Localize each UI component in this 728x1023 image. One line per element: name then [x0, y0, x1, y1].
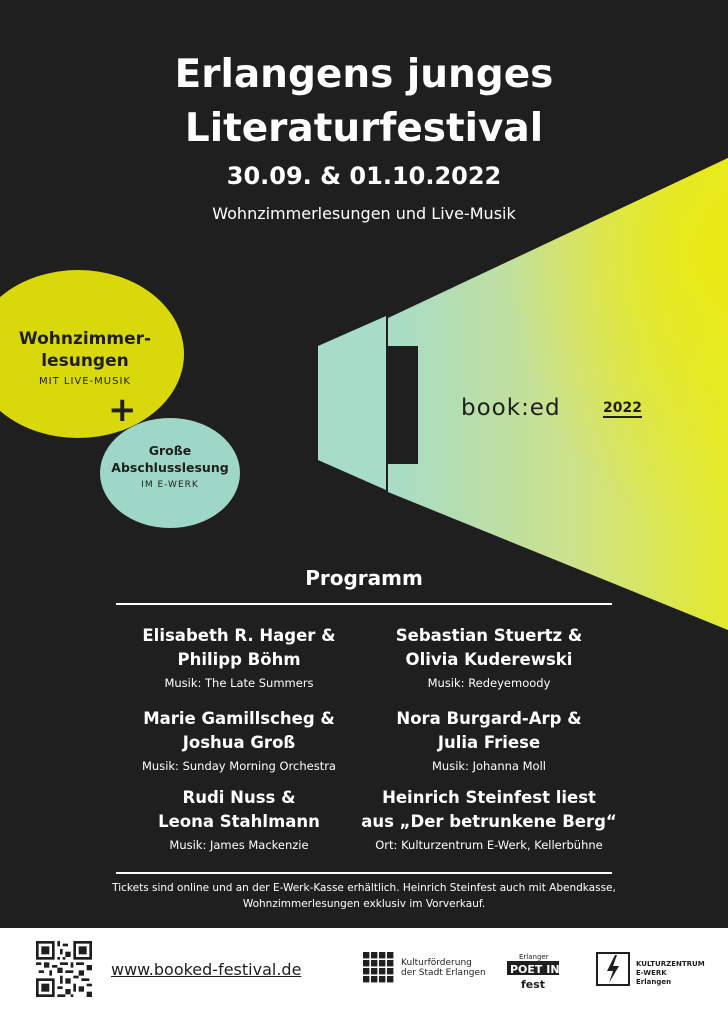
badge-mint-sub: IM E-WERK — [141, 480, 199, 490]
badge-mint-title-line1: Große — [148, 443, 192, 458]
program-entry — [339, 707, 639, 774]
entry-name-line2: Julia Friese — [437, 733, 541, 752]
badge-yellow-title-line1: Wohnzimmer- — [18, 329, 152, 349]
tickets-note — [0, 880, 728, 912]
sponsor3-line3: Erlangen — [636, 978, 672, 986]
book-page-right — [386, 346, 418, 464]
entry-music: Musik: Sunday Morning Orchestra — [142, 759, 336, 773]
entry-name-line1: Rudi Nuss & — [182, 788, 296, 807]
entry-name-line1: Marie Gamillscheg & — [143, 709, 335, 728]
badge-yellow-sub: MIT LIVE-MUSIK — [39, 376, 131, 387]
plus-icon: + — [108, 390, 137, 430]
tickets-line1: Tickets sind online und an der E-Werk-Kasse erhältlich. Heinrich Steinfest auch mit Abendkasse, — [112, 882, 616, 894]
program-entry — [339, 624, 639, 691]
badge-yellow-title — [0, 328, 170, 372]
sponsor-kulturfoerderung-logo — [363, 952, 486, 988]
sponsor1-line1: Kulturförderung — [401, 958, 472, 968]
entry-music: Musik: The Late Summers — [164, 676, 314, 690]
logo-year: 2022 — [603, 400, 642, 416]
tickets-divider — [116, 872, 612, 874]
qr-code-icon[interactable] — [36, 941, 92, 997]
entry-name-line1: Heinrich Steinfest liest — [382, 788, 596, 807]
ewerk-logo — [596, 952, 705, 990]
footer — [0, 928, 728, 1023]
entry-name-line1: Sebastian Stuertz & — [395, 626, 583, 645]
festival-subtitle: Wohnzimmerlesungen und Live-Musik — [212, 204, 516, 223]
badge-yellow-title-line2: lesungen — [41, 351, 129, 371]
entry-music: Musik: Redeyemoody — [427, 676, 551, 690]
program-entry — [339, 786, 639, 853]
sponsor1-text — [401, 958, 501, 978]
entry-music: Musik: James Mackenzie — [169, 838, 309, 852]
badge-mint-title-line2: Abschlusslesung — [111, 460, 229, 475]
entry-name-line1: Nora Burgard-Arp & — [396, 709, 582, 728]
lightning-logo-icon — [596, 952, 630, 986]
title-line-2: Literaturfestival — [184, 106, 544, 151]
beam-glow — [388, 158, 728, 630]
festival-website-link[interactable]: www.booked-festival.de — [111, 960, 302, 979]
logo-word: book:ed — [461, 395, 561, 421]
program-divider — [116, 603, 612, 605]
poetenfest-logo — [505, 950, 561, 994]
sponsor3-line1: KULTURZENTRUM — [636, 960, 705, 968]
entry-name-line2: Joshua Groß — [182, 733, 296, 752]
tickets-line2: Wohnzimmerlesungen exklusiv im Vorverkauf. — [242, 898, 486, 910]
program-heading: Programm — [305, 566, 423, 590]
book-page-left — [318, 316, 386, 490]
entry-name-line2: aus „Der betrunkene Berg“ — [361, 812, 617, 831]
title-line-1: Erlangens junges — [174, 52, 554, 97]
entry-music: Ort: Kulturzentrum E-Werk, Kellerbühne — [375, 838, 603, 852]
sponsor2-main: POET IN — [510, 963, 560, 976]
entry-name-line2: Olivia Kuderewski — [405, 650, 573, 669]
sponsor2-small: Erlanger — [519, 953, 549, 961]
entry-name-line1: Elisabeth R. Hager & — [142, 626, 336, 645]
entry-name-line2: Philipp Böhm — [177, 650, 301, 669]
sponsor3-line2: E-WERK — [636, 969, 667, 977]
sponsor3-text — [636, 960, 716, 987]
booked-logo — [461, 395, 642, 421]
badge-abschlusslesung — [100, 418, 240, 528]
entry-music: Musik: Johanna Moll — [432, 759, 546, 773]
grid-logo-icon — [363, 952, 395, 984]
sponsor2-sub: fest — [521, 978, 546, 991]
badge-mint-title — [100, 442, 240, 476]
sponsor1-line2: der Stadt Erlangen — [401, 968, 486, 978]
page-title — [0, 48, 728, 156]
festival-date: 30.09. & 01.10.2022 — [226, 162, 502, 190]
entry-name-line2: Leona Stahlmann — [158, 812, 320, 831]
